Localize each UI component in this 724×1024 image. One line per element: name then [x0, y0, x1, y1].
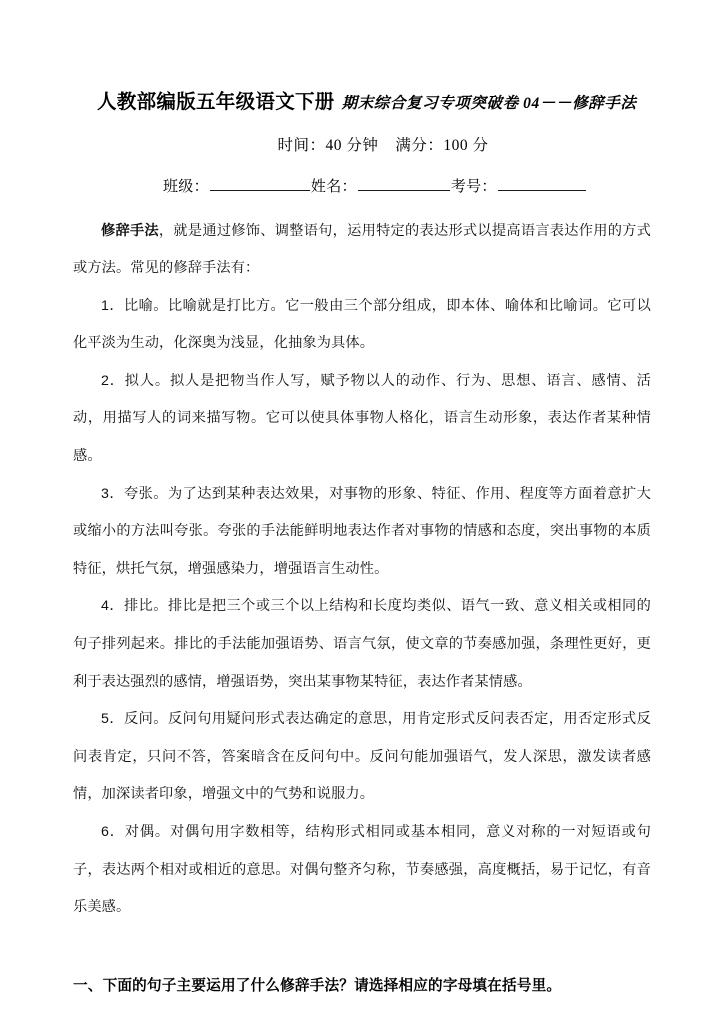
exam-number-blank-field[interactable] — [498, 176, 586, 191]
exam-meta-row — [73, 133, 651, 155]
intro-keyword: 修辞手法 — [101, 222, 159, 239]
intro-paragraph — [73, 213, 651, 288]
class-blank-field[interactable] — [210, 176, 310, 191]
section-heading-one: 一、下面的句子主要运用了什么修辞手法？请选择相应的字母填在括号里。 — [73, 977, 562, 994]
exam-number-label: 考号： — [450, 178, 497, 195]
exam-time-label: 时间：40 分钟 — [277, 136, 379, 154]
document-body — [73, 213, 651, 927]
name-blank-field[interactable] — [358, 176, 450, 191]
rhetoric-item-2: 2．拟人。拟人是把物当作人写，赋予物以人的动作、行为、思想、语言、感情、活动，用描写人的词来描写物。它可以使具体事物人格化，语言生动形象，表达作者某种情感。 — [73, 372, 651, 465]
rhetoric-item-3: 3．夸张。为了达到某种表达效果，对事物的形象、特征、作用、程度等方面着意扩大或缩小的方法叫夸张。夸张的手法能鲜明地表达作者对事物的情感和态度，突出事物的本质特征，烘托气氛，增强感染力，增强语言生动性。 — [73, 485, 651, 577]
exam-score-label: 满分：100 分 — [395, 136, 489, 154]
document-title-row — [73, 93, 651, 113]
name-label: 姓名： — [310, 178, 357, 195]
rhetoric-item-6: 6．对偶。对偶句用字数相等，结构形式相同或基本相同，意义对称的一对短语或句子，表达两个相对或相近的意思。对偶句整齐匀称，节奏感强，高度概括，易于记忆，有音乐美感。 — [73, 824, 651, 916]
rhetoric-item-5: 5．反问。反问句用疑问形式表达确定的意思，用肯定形式反问表否定，用否定形式反问表肯定，只问不答，答案暗含在反问句中。反问句能加强语气，发人深思，激发读者感情，加深读者印象，增强文中的气势和说服力。 — [73, 711, 651, 803]
rhetoric-item-4: 4．排比。排比是把三个或三个以上结构和长度均类似、语气一致、意义相关或相同的句子排列起来。排比的手法能加强语势、语言气氛，使文章的节奏感加强，条理性更好，更利于表达强烈的感情，增强语势，突出某事物某特征，表达作者某情感。 — [73, 598, 651, 690]
class-label: 班级： — [163, 178, 209, 195]
page-content — [73, 0, 651, 996]
page-title: 人教部编版五年级语文下册 — [97, 91, 335, 113]
page-subtitle: 期末综合复习专项突破卷 04－－修辞手法 — [341, 95, 637, 112]
rhetoric-item-1: 1．比喻。比喻就是打比方。它一般由三个部分组成，即本体、喻体和比喻词。它可以化平淡为生动，化深奥为浅显，化抽象为具体。 — [73, 297, 651, 352]
intro-text: ，就是通过修饰、调整语句，运用特定的表达形式以提高语言表达作用的方式或方法。常见的修辞手法有： — [73, 222, 651, 277]
student-info-row — [73, 175, 651, 196]
